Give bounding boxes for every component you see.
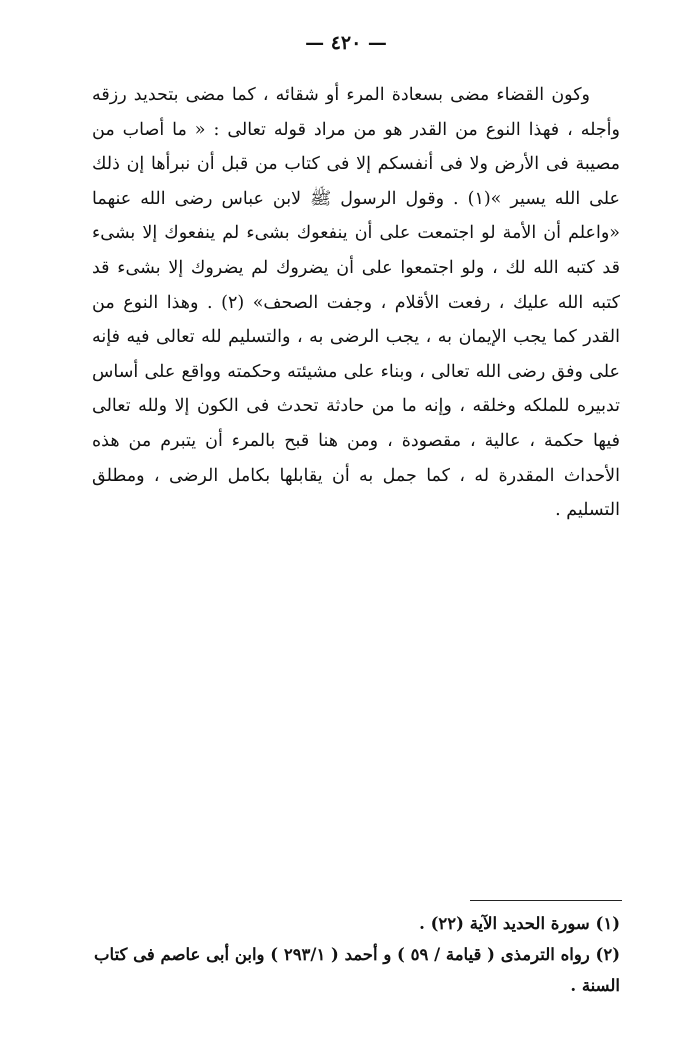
footnote-1: (١) سورة الحديد الآية (٢٢) . [419,914,620,933]
footnotes [90,908,620,1001]
page-number: — ٤٢٠ — [305,32,387,54]
body-paragraph: وكون القضاء مضى بسعادة المرء أو شقائه ، كما مضى بتحديد رزقه وأجله ، فهذا النوع من القدر هو من مراد قوله تعالى : « ما أصاب من مصيبة فى الأرض ولا فى أنفسكم إلا فى كتاب من قبل أن نبرأها إن ذلك على الله يسير »(١) . وقول الرسول ﷺ لابن عباس رضى الله عنهما «واعلم أن الأمة لو اجتمعت على أن ينفعوك بشىء لم ينفعوك إلا بشىء قد كتبه الله لك ، ولو اجتمعوا على أن يضروك لم يضروك إلا بشىء قد كتبه الله عليك ، رفعت الأقلام ، وجفت الصحف» (٢) . وهذا النوع من القدر كما يجب الإيمان به ، يجب الرضى به ، والتسليم لله تعالى فيه فإنه على وفق رضى الله تعالى ، وبناء على مشيئته وحكمته وواقع على أساس تدبيره للملكه وخلقه ، وإنه ما من حادثة تحدث فى الكون إلا ولله تعالى فيها حكمة ، عالية ، مقصودة ، ومن هنا قبح بالمرء أن يتبرم من هذه الأحداث المقدرة له ، كما جمل به أن يقابلها بكامل الرضى ، ومطلق التسليم . [92,85,620,521]
footnote-2: (٢) رواه الترمذى ( قيامة / ٥٩ ) و أحمد ( ٢٩٣/١ ) وابن أبى عاصم فى كتاب السنة . [94,945,620,995]
footnote-divider [470,900,622,901]
main-text [92,78,620,528]
